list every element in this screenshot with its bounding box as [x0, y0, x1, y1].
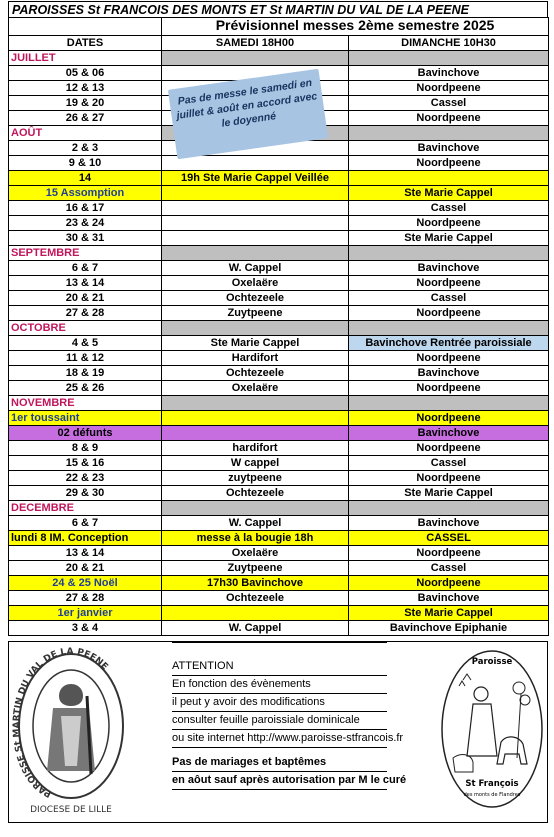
month-fill	[349, 51, 549, 66]
sunday-cell: Noordpeene	[349, 381, 549, 396]
date-cell: 6 & 7	[9, 261, 162, 276]
schedule-row	[9, 621, 549, 636]
saturday-cell: Ochtezeele	[162, 366, 349, 381]
footer-rule	[172, 642, 387, 643]
date-cell: 9 & 10	[9, 156, 162, 171]
col-header-dates: DATES	[9, 36, 162, 51]
saturday-cell: Ste Marie Cappel	[162, 336, 349, 351]
date-cell: 20 & 21	[9, 291, 162, 306]
schedule-row	[9, 216, 549, 231]
month-fill	[349, 321, 549, 336]
sunday-cell: Noordpeene	[349, 411, 549, 426]
parishes-header: PAROISSES St FRANCOIS DES MONTS ET St MARTIN DU VAL DE LA PEENE	[8, 1, 548, 17]
footer-rule	[172, 693, 387, 694]
schedule-row	[9, 156, 549, 171]
saturday-cell	[162, 156, 349, 171]
saturday-cell	[162, 606, 349, 621]
sunday-cell: Cassel	[349, 96, 549, 111]
sunday-cell: Bavinchove	[349, 66, 549, 81]
sunday-cell: CASSEL	[349, 531, 549, 546]
saturday-cell: Ochtezeele	[162, 291, 349, 306]
footer-rule	[172, 747, 387, 748]
col-header-sunday: DIMANCHE 10H30	[349, 36, 549, 51]
month-row	[9, 501, 549, 516]
schedule-row	[9, 486, 549, 501]
schedule-row	[9, 276, 549, 291]
col-header-saturday: SAMEDI 18H00	[162, 36, 349, 51]
date-cell: 27 & 28	[9, 306, 162, 321]
footer-line: En fonction des évènements	[172, 678, 311, 690]
schedule-row	[9, 381, 549, 396]
saturday-cell: Zuytpeene	[162, 306, 349, 321]
sunday-cell: Bavinchove Epiphanie	[349, 621, 549, 636]
saturday-cell	[162, 411, 349, 426]
sunday-cell: Bavinchove	[349, 366, 549, 381]
sunday-cell: Noordpeene	[349, 111, 549, 126]
sunday-cell: Noordpeene	[349, 156, 549, 171]
month-fill	[349, 501, 549, 516]
date-cell: 27 & 28	[9, 591, 162, 606]
footer-rule	[172, 789, 387, 790]
date-cell: 16 & 17	[9, 201, 162, 216]
date-cell: 18 & 19	[9, 366, 162, 381]
schedule-row	[9, 561, 549, 576]
footer-rule	[172, 675, 387, 676]
date-cell: 24 & 25 Noël	[9, 576, 162, 591]
sunday-cell: Noordpeene	[349, 441, 549, 456]
svg-text:St François: St François	[465, 779, 519, 789]
schedule-row	[9, 441, 549, 456]
schedule-row	[9, 456, 549, 471]
svg-text:Paroisse: Paroisse	[471, 657, 513, 667]
month-row	[9, 51, 549, 66]
month-fill	[162, 51, 349, 66]
saturday-cell: hardifort	[162, 441, 349, 456]
saturday-cell: Ochtezeele	[162, 591, 349, 606]
website-line: ou site internet http://www.paroisse-stfrancois.fr	[172, 732, 404, 744]
sunday-cell: Noordpeene	[349, 471, 549, 486]
date-cell: 02 défunts	[9, 426, 162, 441]
sunday-cell: Bavinchove Rentrée paroissiale	[349, 336, 549, 351]
date-cell: 2 & 3	[9, 141, 162, 156]
sunday-cell	[349, 171, 549, 186]
date-cell: 15 & 16	[9, 456, 162, 471]
date-cell: 05 & 06	[9, 66, 162, 81]
schedule-row	[9, 411, 549, 426]
saint-francois-seal-logo	[439, 646, 545, 816]
schedule-row	[9, 606, 549, 621]
saturday-cell: Hardifort	[162, 351, 349, 366]
saturday-cell	[162, 186, 349, 201]
schedule-row	[9, 186, 549, 201]
weddings-note: en aôut sauf après autorisation par M le curé	[172, 774, 407, 786]
saturday-cell: Oxelaëre	[162, 276, 349, 291]
schedule-row	[9, 201, 549, 216]
date-cell: 13 & 14	[9, 276, 162, 291]
month-fill	[162, 321, 349, 336]
title-spacer	[9, 18, 162, 36]
date-cell: 8 & 9	[9, 441, 162, 456]
sunday-cell: Cassel	[349, 561, 549, 576]
saturday-cell: Ochtezeele	[162, 486, 349, 501]
schedule-row	[9, 306, 549, 321]
saturday-cell	[162, 216, 349, 231]
sunday-cell: Ste Marie Cappel	[349, 186, 549, 201]
sunday-cell: Noordpeene	[349, 351, 549, 366]
sunday-cell: Cassel	[349, 201, 549, 216]
saturday-cell: 19h Ste Marie Cappel Veillée	[162, 171, 349, 186]
date-cell: 1er toussaint	[9, 411, 162, 426]
schedule-row	[9, 591, 549, 606]
saint-martin-seal-logo	[11, 646, 131, 816]
date-cell: 26 & 27	[9, 111, 162, 126]
sunday-cell: Noordpeene	[349, 216, 549, 231]
saturday-cell: Oxelaëre	[162, 546, 349, 561]
sunday-cell: Noordpeene	[349, 306, 549, 321]
schedule-row	[9, 531, 549, 546]
footer-rule	[172, 729, 387, 730]
sunday-cell: Bavinchove	[349, 516, 549, 531]
date-cell: 3 & 4	[9, 621, 162, 636]
date-cell: 6 & 7	[9, 516, 162, 531]
schedule-row	[9, 231, 549, 246]
date-cell: 11 & 12	[9, 351, 162, 366]
sunday-cell: Noordpeene	[349, 546, 549, 561]
sunday-cell: Cassel	[349, 456, 549, 471]
schedule-row	[9, 546, 549, 561]
schedule-row	[9, 516, 549, 531]
date-cell: lundi 8 IM. Conception	[9, 531, 162, 546]
summer-note-box: Pas de messe le samedi en juillet & août en accord avec le doyenné	[168, 69, 328, 159]
month-fill	[162, 396, 349, 411]
weddings-note: Pas de mariages et baptêmes	[172, 756, 327, 768]
month-fill	[349, 126, 549, 141]
svg-text:des monts de Flandres: des monts de Flandres	[463, 792, 521, 798]
sunday-cell: Cassel	[349, 291, 549, 306]
date-cell: 19 & 20	[9, 96, 162, 111]
saturday-cell	[162, 231, 349, 246]
date-cell: 1er janvier	[9, 606, 162, 621]
date-cell: 4 & 5	[9, 336, 162, 351]
saturday-cell	[162, 201, 349, 216]
month-label: JUILLET	[9, 51, 162, 66]
date-cell: 25 & 26	[9, 381, 162, 396]
date-cell: 13 & 14	[9, 546, 162, 561]
sunday-cell: Bavinchove	[349, 426, 549, 441]
schedule-row	[9, 261, 549, 276]
saturday-cell: zuytpeene	[162, 471, 349, 486]
month-row	[9, 321, 549, 336]
saturday-cell: W. Cappel	[162, 621, 349, 636]
month-fill	[349, 396, 549, 411]
saturday-cell: W. Cappel	[162, 516, 349, 531]
month-fill	[349, 246, 549, 261]
footer-rule	[172, 711, 387, 712]
month-label: OCTOBRE	[9, 321, 162, 336]
footer-box	[8, 641, 548, 823]
schedule-row	[9, 366, 549, 381]
sunday-cell: Bavinchove	[349, 141, 549, 156]
month-label: DECEMBRE	[9, 501, 162, 516]
date-cell: 23 & 24	[9, 216, 162, 231]
date-cell: 20 & 21	[9, 561, 162, 576]
saturday-cell: Zuytpeene	[162, 561, 349, 576]
footer-rule	[172, 771, 387, 772]
schedule-row	[9, 336, 549, 351]
date-cell: 30 & 31	[9, 231, 162, 246]
schedule-row	[9, 291, 549, 306]
schedule-row	[9, 576, 549, 591]
date-cell: 14	[9, 171, 162, 186]
footer-line: il peut y avoir des modifications	[172, 696, 325, 708]
sunday-cell: Ste Marie Cappel	[349, 231, 549, 246]
date-cell: 22 & 23	[9, 471, 162, 486]
date-cell: 12 & 13	[9, 81, 162, 96]
saturday-cell	[162, 426, 349, 441]
svg-text:DIOCESE DE LILLE: DIOCESE DE LILLE	[30, 805, 112, 815]
month-fill	[162, 501, 349, 516]
schedule-row	[9, 426, 549, 441]
month-label: AOÛT	[9, 126, 162, 141]
month-label: NOVEMBRE	[9, 396, 162, 411]
month-row	[9, 396, 549, 411]
schedule-row	[9, 171, 549, 186]
sunday-cell: Ste Marie Cappel	[349, 606, 549, 621]
saturday-cell: W cappel	[162, 456, 349, 471]
sunday-cell: Noordpeene	[349, 576, 549, 591]
month-row	[9, 246, 549, 261]
saturday-cell: messe à la bougie 18h	[162, 531, 349, 546]
month-label: SEPTEMBRE	[9, 246, 162, 261]
schedule-row	[9, 351, 549, 366]
month-fill	[162, 246, 349, 261]
sunday-cell: Bavinchove	[349, 261, 549, 276]
saturday-cell: 17h30 Bavinchove	[162, 576, 349, 591]
date-cell: 15 Assomption	[9, 186, 162, 201]
sunday-cell: Bavinchove	[349, 591, 549, 606]
saturday-cell: Oxelaëre	[162, 381, 349, 396]
schedule-title: Prévisionnel messes 2ème semestre 2025	[162, 18, 549, 36]
saturday-cell: W. Cappel	[162, 261, 349, 276]
date-cell: 29 & 30	[9, 486, 162, 501]
sunday-cell: Noordpeene	[349, 276, 549, 291]
attention-label: ATTENTION	[172, 660, 234, 672]
sunday-cell: Ste Marie Cappel	[349, 486, 549, 501]
svg-text:PAROISSE St MARTIN DU VAL DE L: PAROISSE St MARTIN DU VAL DE LA PEENE	[11, 646, 110, 799]
sunday-cell: Noordpeene	[349, 81, 549, 96]
schedule-row	[9, 471, 549, 486]
footer-line: consulter feuille paroissiale dominicale	[172, 714, 360, 726]
